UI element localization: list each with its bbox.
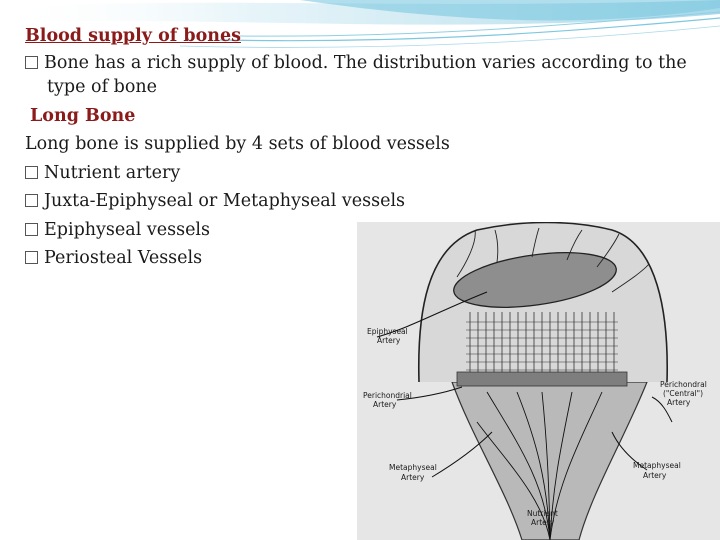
bullet-text: Periosteal Vessels (44, 248, 203, 268)
label-perichondrial-artery-left: Perichondrial (363, 391, 412, 400)
subheading: Long Bone (30, 105, 136, 126)
statement: Long bone is supplied by 4 sets of blood vessels (25, 134, 450, 154)
label-perichondrial-artery-left-2: Artery (373, 400, 397, 409)
intro-text: Bone has a rich supply of blood. The distribution varies according to the type of bone (44, 52, 687, 97)
bullet-text: Juxta-Epiphyseal or Metaphyseal vessels (44, 191, 406, 211)
slide-title: Blood supply of bones (25, 26, 241, 46)
bullet-text: Nutrient artery (44, 162, 181, 183)
label-perichondral-artery-right-2: ("Central") (663, 389, 704, 398)
label-nutrient-artery-2: Artery (531, 518, 555, 527)
label-nutrient-artery: Nutrient (527, 509, 558, 518)
label-metaphyseal-artery-right: Metaphyseal (633, 461, 681, 470)
label-perichondral-artery-right-3: Artery (667, 398, 691, 407)
bullet-box-icon (25, 251, 38, 264)
intro-bullet (25, 51, 695, 99)
label-metaphyseal-artery-right-2: Artery (643, 471, 667, 480)
bullet-box-icon (25, 56, 38, 69)
bone-blood-supply-diagram (357, 222, 720, 540)
label-metaphyseal-artery-left-2: Artery (401, 473, 425, 482)
label-metaphyseal-artery-left: Metaphyseal (389, 463, 437, 472)
bullet-text: Epiphyseal vessels (44, 219, 211, 240)
label-epiphyseal-artery: Epiphyseal (367, 327, 408, 336)
bullet-item (25, 159, 695, 188)
bullet-box-icon (25, 194, 38, 207)
bullet-box-icon (25, 223, 38, 236)
bullet-box-icon (25, 166, 38, 179)
bullet-item (25, 187, 695, 216)
label-perichondral-artery-right: Perichondral (660, 380, 707, 389)
label-epiphyseal-artery-2: Artery (377, 336, 401, 345)
